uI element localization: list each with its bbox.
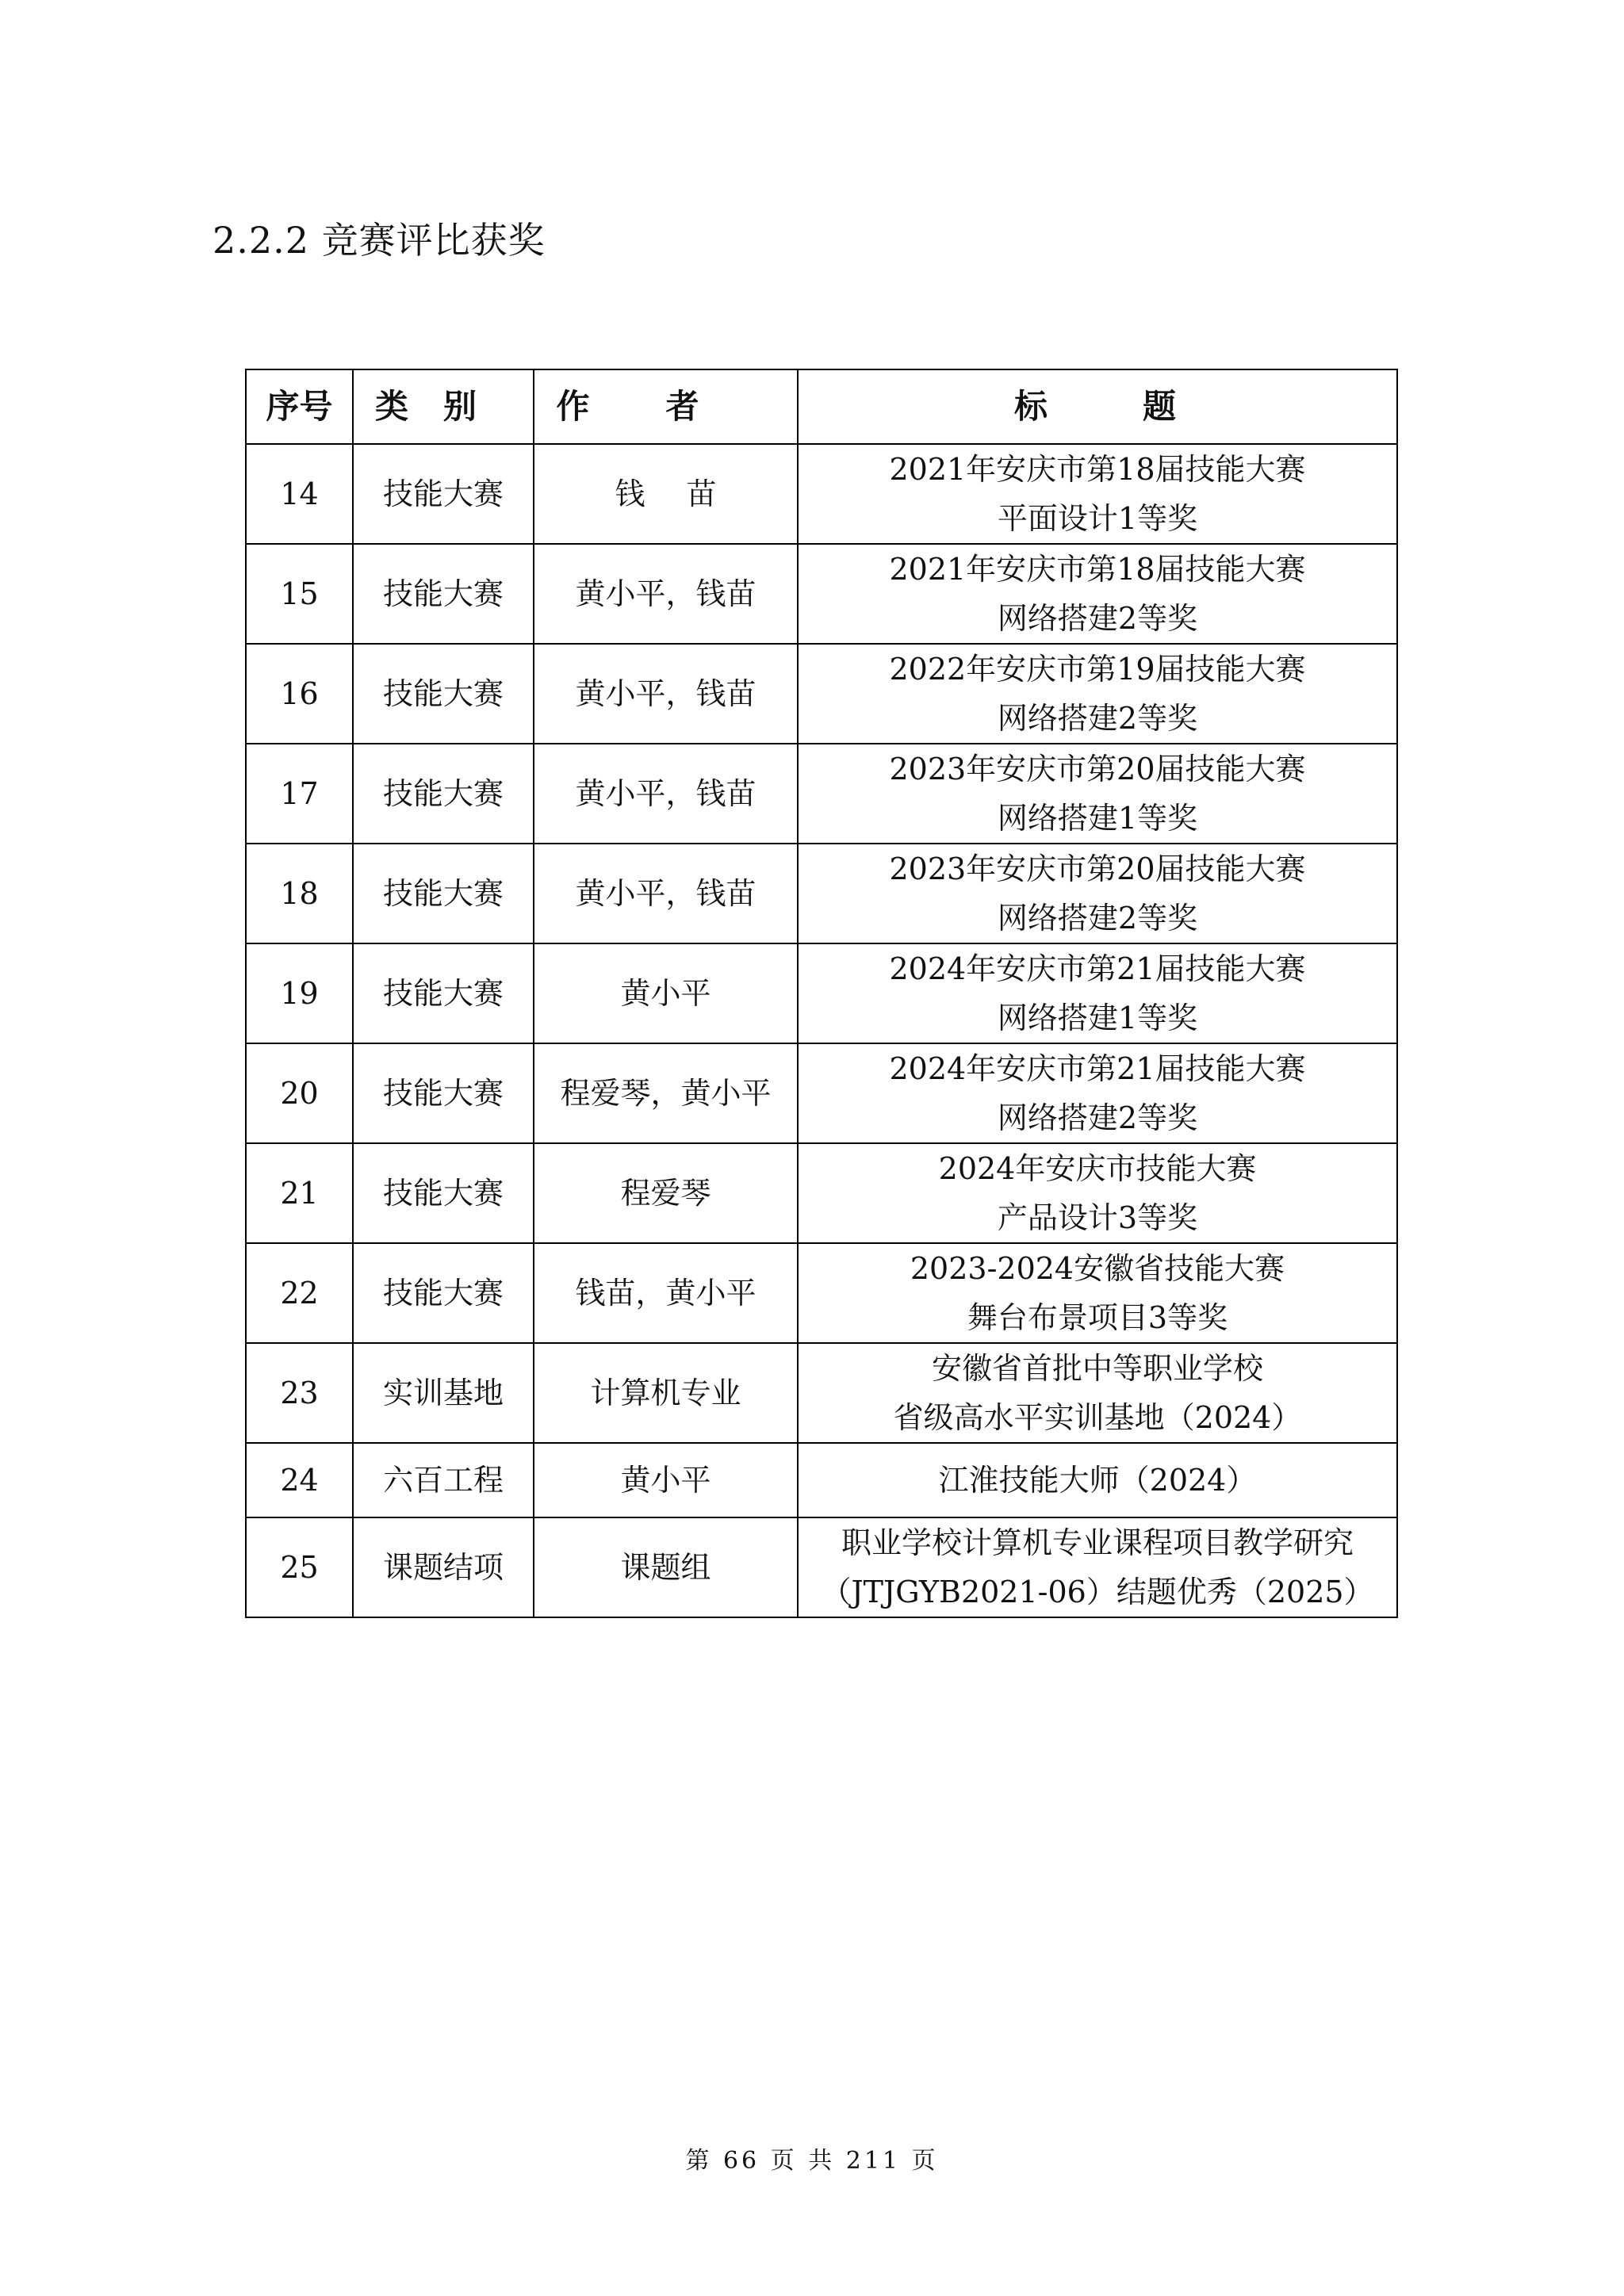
- table-row: [246, 644, 1397, 744]
- table-row: [246, 1443, 1397, 1517]
- table-row: [246, 444, 1397, 544]
- cell-author: 黄小平，钱苗: [534, 844, 798, 943]
- cell-author: 黄小平: [534, 1443, 798, 1517]
- cell-title: [798, 1143, 1397, 1243]
- section-heading: 2.2.2 竞赛评比获奖: [213, 219, 546, 262]
- cell-no: 23: [246, 1343, 353, 1443]
- cell-category: 技能大赛: [353, 1043, 534, 1143]
- cell-title: [798, 1243, 1397, 1343]
- table-row: [246, 544, 1397, 644]
- title-line-2: （JTJGYB2021-06）结题优秀（2025）: [821, 1575, 1374, 1609]
- cell-author: 黄小平，钱苗: [534, 644, 798, 744]
- table-row: [246, 1343, 1397, 1443]
- cell-title: [798, 1043, 1397, 1143]
- title-line-1: 2021年安庆市第18届技能大赛: [889, 452, 1306, 487]
- cell-author: 程爱琴: [534, 1143, 798, 1243]
- table-row: [246, 1143, 1397, 1243]
- awards-table: [245, 369, 1398, 1618]
- cell-title: [798, 444, 1397, 544]
- table-row: [246, 1517, 1397, 1617]
- cell-title: [798, 844, 1397, 943]
- title-line-2: 舞台布景项目3等奖: [967, 1300, 1228, 1335]
- cell-no: 17: [246, 744, 353, 844]
- title-line-2: 网络搭建2等奖: [997, 601, 1198, 636]
- cell-category: 技能大赛: [353, 544, 534, 644]
- cell-author: 黄小平，钱苗: [534, 544, 798, 644]
- title-line-2: 网络搭建2等奖: [997, 1100, 1198, 1135]
- cell-no: 19: [246, 943, 353, 1043]
- table-row: [246, 943, 1397, 1043]
- cell-no: 24: [246, 1443, 353, 1517]
- header-no: 序号: [246, 369, 353, 444]
- title-line-2: 产品设计3等奖: [997, 1200, 1198, 1235]
- cell-author: 钱 苗: [534, 444, 798, 544]
- title-line-2: 省级高水平实训基地（2024）: [893, 1400, 1302, 1435]
- cell-category: 技能大赛: [353, 1143, 534, 1243]
- cell-title: [798, 544, 1397, 644]
- cell-author: 课题组: [534, 1517, 798, 1617]
- table-row: [246, 744, 1397, 844]
- page-footer: [0, 2141, 1624, 2175]
- cell-category: 六百工程: [353, 1443, 534, 1517]
- title-line-2: 网络搭建1等奖: [997, 801, 1198, 836]
- title-line-1: 2024年安庆市第21届技能大赛: [889, 1051, 1306, 1086]
- cell-no: 14: [246, 444, 353, 544]
- cell-title: [798, 744, 1397, 844]
- title-line-2: 平面设计1等奖: [997, 501, 1198, 536]
- cell-category: 实训基地: [353, 1343, 534, 1443]
- cell-no: 15: [246, 544, 353, 644]
- cell-category: 技能大赛: [353, 744, 534, 844]
- title-line-1: 江淮技能大师（2024）: [938, 1463, 1257, 1498]
- cell-title: [798, 1443, 1397, 1517]
- title-line-1: 职业学校计算机专业课程项目教学研究: [841, 1525, 1354, 1560]
- title-line-1: 2024年安庆市第21届技能大赛: [889, 951, 1306, 986]
- header-author: 作者: [534, 369, 798, 444]
- cell-no: 22: [246, 1243, 353, 1343]
- cell-title: [798, 943, 1397, 1043]
- cell-no: 16: [246, 644, 353, 744]
- cell-category: 技能大赛: [353, 844, 534, 943]
- title-line-1: 2024年安庆市技能大赛: [938, 1151, 1257, 1186]
- title-line-2: 网络搭建2等奖: [997, 701, 1198, 736]
- cell-no: 20: [246, 1043, 353, 1143]
- header-title: 标题: [798, 369, 1397, 444]
- title-line-1: 2023-2024安徽省技能大赛: [910, 1251, 1285, 1286]
- cell-no: 25: [246, 1517, 353, 1617]
- title-line-1: 2021年安庆市第18届技能大赛: [889, 552, 1306, 587]
- cell-author: 程爱琴，黄小平: [534, 1043, 798, 1143]
- table-row: [246, 1243, 1397, 1343]
- title-line-1: 2023年安庆市第20届技能大赛: [889, 752, 1306, 786]
- cell-title: [798, 644, 1397, 744]
- cell-no: 21: [246, 1143, 353, 1243]
- cell-category: 技能大赛: [353, 1243, 534, 1343]
- header-category: 类别: [353, 369, 534, 444]
- cell-title: [798, 1343, 1397, 1443]
- title-line-2: 网络搭建2等奖: [997, 901, 1198, 936]
- cell-author: 黄小平: [534, 943, 798, 1043]
- page-number-text: 第 66 页 共 211 页: [685, 2147, 939, 2175]
- cell-category: 课题结项: [353, 1517, 534, 1617]
- table-header-row: [246, 369, 1397, 444]
- cell-author: 黄小平，钱苗: [534, 744, 798, 844]
- table-row: [246, 1043, 1397, 1143]
- title-line-1: 2023年安庆市第20届技能大赛: [889, 851, 1306, 886]
- cell-category: 技能大赛: [353, 644, 534, 744]
- cell-no: 18: [246, 844, 353, 943]
- title-line-1: 安徽省首批中等职业学校: [931, 1351, 1263, 1386]
- title-line-2: 网络搭建1等奖: [997, 1001, 1198, 1035]
- cell-category: 技能大赛: [353, 943, 534, 1043]
- cell-author: 计算机专业: [534, 1343, 798, 1443]
- cell-category: 技能大赛: [353, 444, 534, 544]
- cell-author: 钱苗，黄小平: [534, 1243, 798, 1343]
- table-body: [246, 444, 1397, 1617]
- table-row: [246, 844, 1397, 943]
- title-line-1: 2022年安庆市第19届技能大赛: [889, 652, 1306, 687]
- cell-title: [798, 1517, 1397, 1617]
